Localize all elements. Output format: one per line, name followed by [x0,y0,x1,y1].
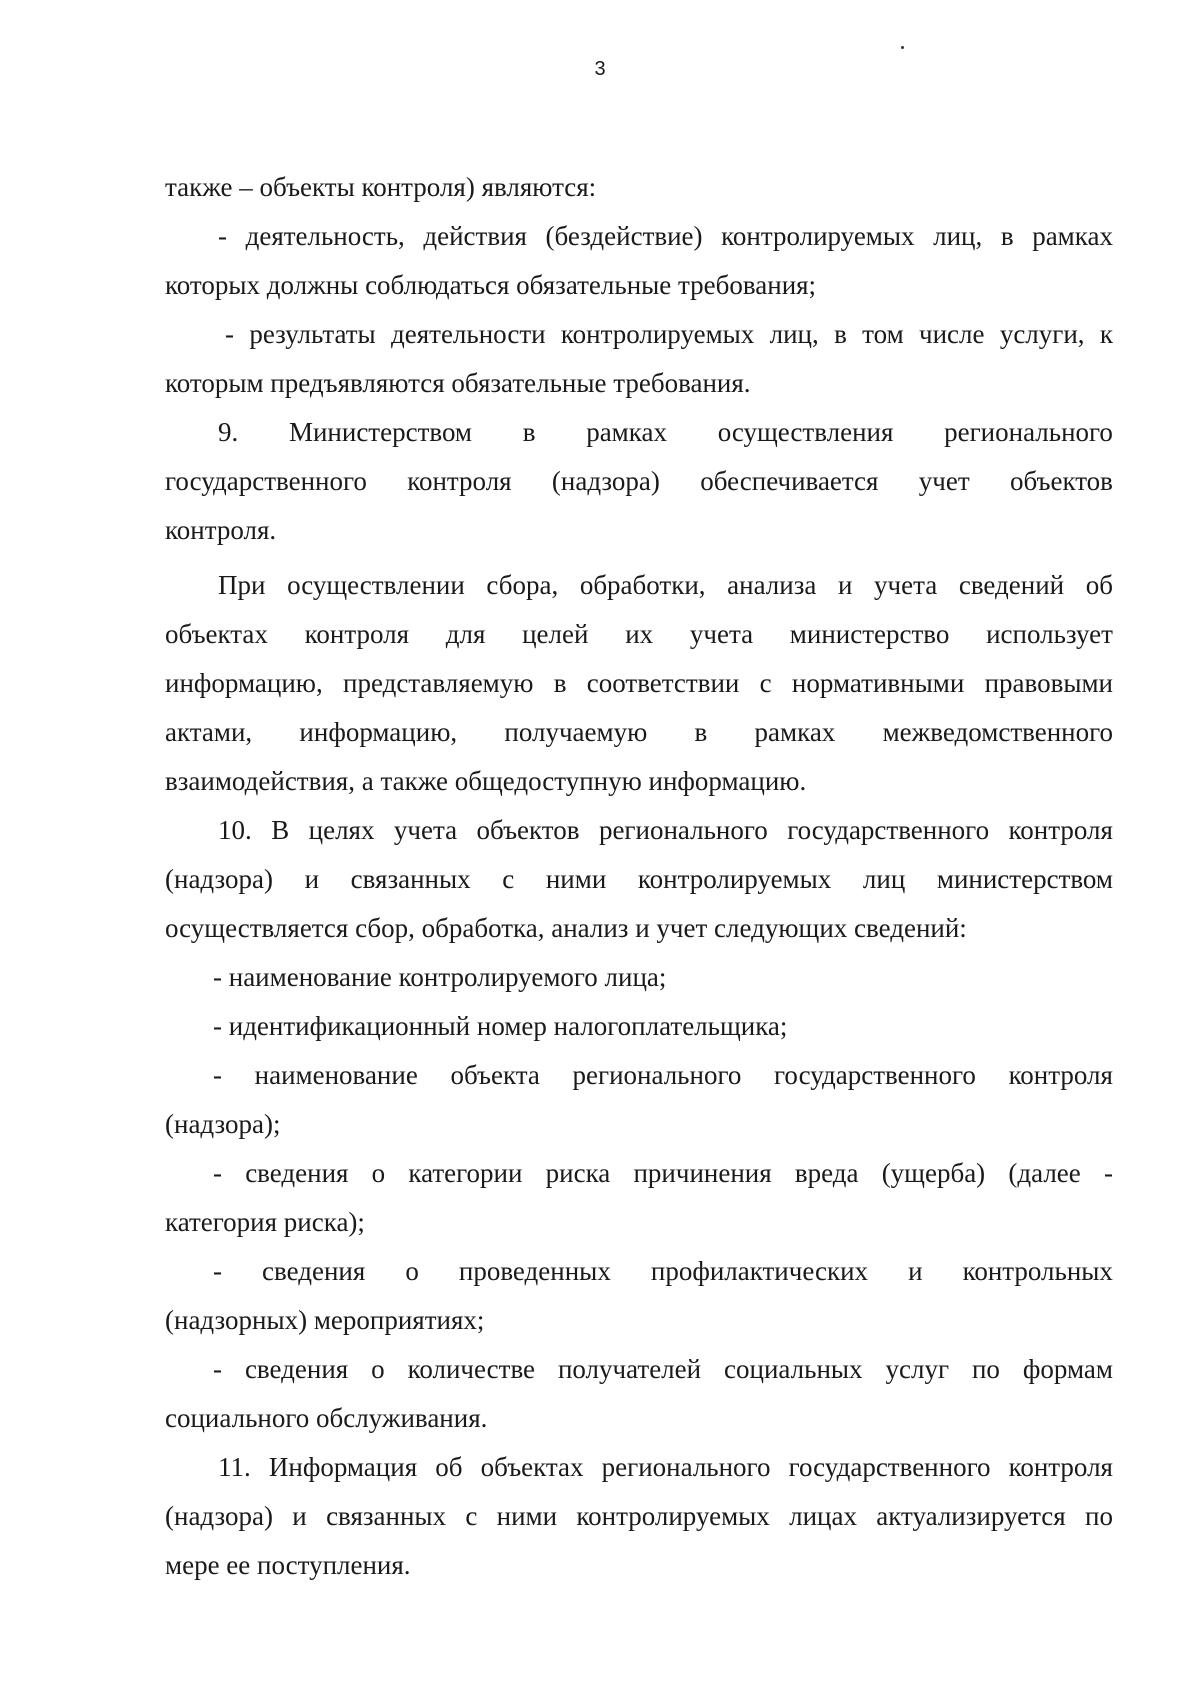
word: - [225,319,234,349]
word: в [522,417,536,447]
word: связанных [326,1501,447,1531]
word: объектов [1009,466,1113,496]
word: объекта [450,1060,540,1090]
word: услуги, [999,319,1085,349]
word: сведения [245,1158,349,1188]
word: их [625,619,654,649]
word: При [218,570,266,600]
word: министерством [936,864,1113,894]
word: регионального [601,1452,771,1482]
word: лицах [789,1501,857,1531]
word: нормативными [791,668,965,698]
word: социальных [724,1354,863,1384]
word: правовыми [984,668,1113,698]
text-line [165,1443,1113,1492]
word: профилактических [650,1256,869,1286]
word: (ущерба) [881,1158,986,1188]
word: ними [545,864,607,894]
word: деятельность, [245,221,405,251]
word: - [1103,1158,1113,1188]
word: контроля [304,619,409,649]
word: вреда [794,1158,859,1188]
word: количестве [407,1354,536,1384]
word: с [759,668,772,698]
text-line: которых должны соблюдаться обязательные требования; [165,270,817,300]
text-line: - идентификационный номер налогоплательщика; [213,1011,788,1041]
word: 10. [218,815,252,845]
word: учета [393,815,458,845]
word: к [1099,319,1113,349]
text-line: также – объекты контроля) являются: [165,172,597,202]
word: об [1085,570,1113,600]
word: действия [423,221,527,251]
word: (надзора) [551,466,660,496]
word: лиц [862,864,906,894]
word: причинения [633,1158,772,1188]
word: категории [408,1158,523,1188]
word: объектах [480,1452,584,1482]
word: контролируемых [560,319,755,349]
word: Министерством [288,417,473,447]
text-line [165,1149,1113,1198]
page-number: 3 [594,58,606,80]
text-line: социального обслуживания. [165,1403,488,1433]
word: государственного [788,1452,991,1482]
word: сведения [262,1256,366,1286]
text-line [165,806,1113,855]
word: и [292,1501,307,1531]
word: по [971,1354,1000,1384]
word: числе [919,319,985,349]
word: осуществления [717,417,894,447]
word: (далее [1008,1158,1081,1188]
word: контроля [1008,815,1113,845]
word: - [218,221,227,251]
word: межведомственного [882,717,1113,747]
text-line [165,1345,1113,1394]
word: лиц, [933,221,983,251]
text-line [165,708,1113,757]
word: регионального [944,417,1113,447]
word: объектов [476,815,580,845]
word: актуализируется [876,1501,1066,1531]
word: и [908,1256,923,1286]
word: ними [496,1501,558,1531]
word: 11. [218,1452,251,1482]
word: контролируемых [576,1501,770,1531]
word: проведенных [458,1256,611,1286]
word: связанных [350,864,471,894]
word: В [271,815,290,845]
word: для [445,619,486,649]
text-line [165,457,1113,506]
word: контрольных [962,1256,1113,1286]
word: - [213,1158,222,1188]
word: контроля [1008,1060,1113,1090]
word: том [862,319,904,349]
word: учета [689,619,754,649]
word: государственного [787,815,990,845]
word: министерство [789,619,950,649]
text-line: категория риска); [165,1207,365,1237]
word: (надзора) [165,1501,273,1531]
word: рамках [754,717,836,747]
word: в [834,319,847,349]
text-line [165,212,1113,261]
text-line [165,659,1113,708]
word: соответствии [586,668,740,698]
text-line: взаимодействия, а также общедоступную информацию. [165,766,807,796]
document-body [165,163,1113,1590]
word: - [213,1256,222,1286]
word: информацию, [299,717,458,747]
text-line [165,1247,1113,1296]
word: в [1000,221,1014,251]
word: - [213,1354,222,1384]
word: обеспечивается [700,466,879,496]
word: с [465,1501,478,1531]
word: контроля [1008,1452,1113,1482]
word: - [213,1060,222,1090]
word: и [837,570,853,600]
text-line [165,310,1113,359]
word: обработки, [579,570,706,600]
word: информацию, [165,668,323,698]
text-line [165,855,1113,904]
word: в [553,668,567,698]
text-line: - наименование контролируемого лица; [213,962,667,992]
word: формам [1022,1354,1113,1384]
text-line [165,610,1113,659]
word: об [435,1452,463,1482]
word: (надзора) [165,864,273,894]
word: риска [545,1158,611,1188]
word: по [1085,1501,1113,1531]
scan-speck [901,46,904,49]
word: сведения [244,1354,349,1384]
word: получаемую [504,717,648,747]
text-line: (надзорных) мероприятиях; [165,1305,485,1335]
word: регионального [598,815,768,845]
text-line: (надзора); [165,1109,281,1139]
word: в [694,717,708,747]
word: рамках [1032,221,1113,251]
word: о [371,1354,385,1384]
word: с [502,864,515,894]
text-line: мере ее поступления. [165,1550,411,1580]
text-line: которым предъявляются обязательные требования. [165,368,751,398]
word: сбора, [486,570,559,600]
word: сведений [958,570,1065,600]
word: целей [522,619,589,649]
text-line [165,408,1113,457]
word: представляемую [343,668,534,698]
word: анализа [727,570,817,600]
text-line [165,561,1113,610]
word: и [304,864,320,894]
word: контролируемых [721,221,915,251]
word: государственного [165,466,367,496]
word: услуг [885,1354,950,1384]
word: 9. [218,417,239,447]
word: целях [308,815,375,845]
word: Информация [268,1452,418,1482]
word: наименование [254,1060,418,1090]
word: деятельности [391,319,546,349]
word: использует [986,619,1113,649]
text-line [165,1492,1113,1541]
text-line: контроля. [165,515,277,545]
word: контролируемых [637,864,832,894]
word: контроля [407,466,512,496]
word: осуществлении [287,570,465,600]
word: актами, [165,717,253,747]
word: о [405,1256,419,1286]
text-line [165,1051,1113,1100]
word: учет [918,466,970,496]
word: государственного [774,1060,976,1090]
word: лиц, [769,319,819,349]
text-line: осуществляется сбор, обработка, анализ и учет следующих сведений: [165,913,967,943]
word: (бездействие) [545,221,703,251]
word: о [371,1158,386,1188]
word: рамках [586,417,667,447]
word: объектах [165,619,268,649]
word: регионального [572,1060,742,1090]
word: результаты [249,319,376,349]
word: получателей [557,1354,702,1384]
word: учета [874,570,938,600]
